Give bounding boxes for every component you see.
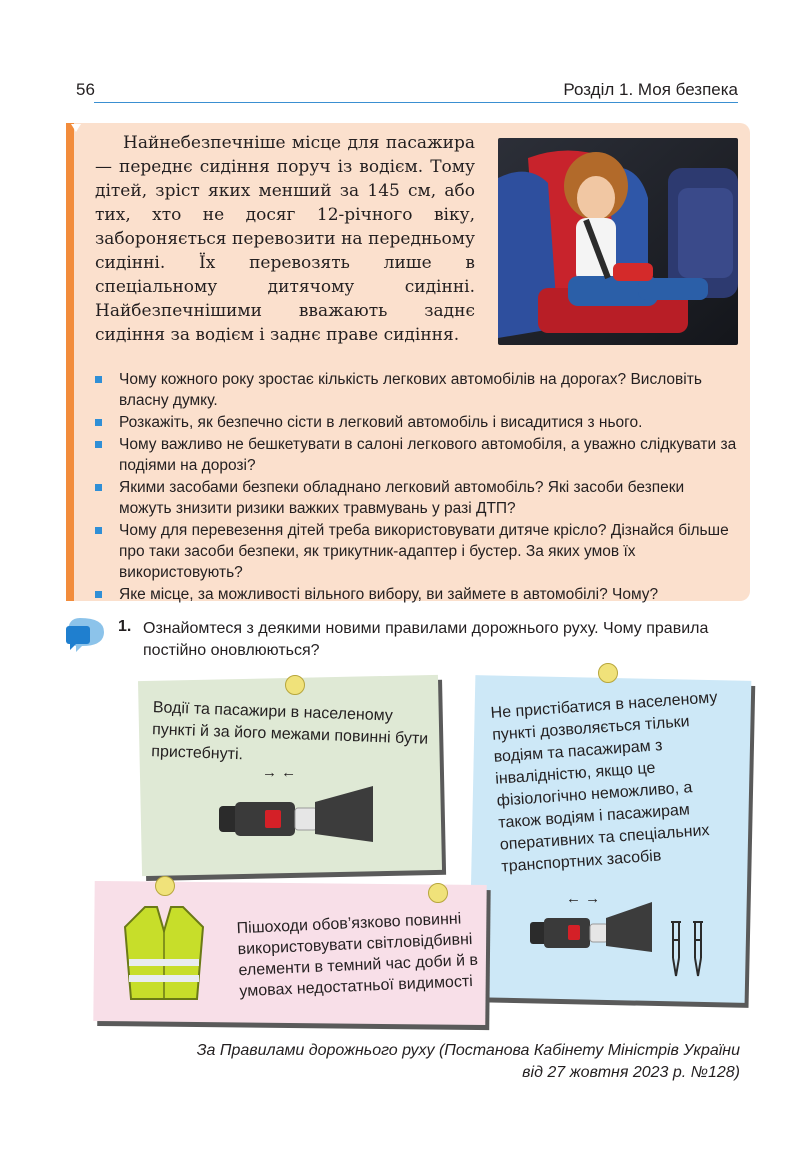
child-car-seat-photo	[498, 138, 738, 345]
bullet-square-icon	[95, 376, 102, 383]
crutches-icon	[665, 918, 711, 985]
page-number: 56	[76, 80, 95, 99]
list-item: Чому кожного року зростає кількість легкових автомобілів на дорогах? Висловіть власну думку.	[95, 369, 740, 411]
list-item: Якими засобами безпеки обладнано легковий автомобіль? Які засоби безпеки можуть знизити ризики важких травмувань у разі ДТП?	[95, 477, 740, 519]
source-line-2: від 27 жовтня 2023 р. №128)	[522, 1064, 740, 1081]
bullet-square-icon	[95, 591, 102, 598]
bullet-square-icon	[95, 527, 102, 534]
list-item: Чому для перевезення дітей треба використовувати дитяче крісло? Дізнайся більше про таки засоби безпеки, як трикутник-адаптер і бустер. За яких умов їх використовують?	[95, 520, 740, 583]
task-number: 1.	[118, 618, 132, 635]
header-divider	[94, 102, 738, 103]
buckle-arrows: ← →	[566, 890, 601, 907]
reflective-vest-icon	[123, 905, 205, 1006]
list-item: Чому важливо не бешкетувати в салоні легкового автомобіля, а уважно слідкувати за подіями на дорозі?	[95, 434, 740, 476]
bullet-square-icon	[95, 419, 102, 426]
source-citation	[120, 1040, 740, 1084]
info-box-accent-bar	[66, 123, 74, 601]
discussion-icon	[66, 616, 106, 654]
seat-belt-buckle-icon	[528, 900, 658, 965]
pin-icon	[155, 876, 175, 896]
bullet-square-icon	[95, 484, 102, 491]
info-paragraph: Найнебезпечніше місце для пасажира — переднє сидіння поруч із водієм. Тому дітей, зріст яких менший за 145 см, або тих, хто не досяг 12-річного віку, забороняється перевозити на передньому сидінні. Їх перевозять лише в спеціальному дитячому сидінні. Найбезпечнішими вважають заднє сидіння за водієм і заднє праве сидіння.	[95, 133, 475, 345]
task-text: Ознайомтеся з деякими новими правилами дорожнього руху. Чому правила постійно оновлюються?	[143, 620, 709, 659]
pin-icon	[598, 663, 618, 683]
info-box-notch	[71, 124, 81, 132]
pin-icon	[428, 883, 448, 903]
questions-list	[95, 369, 740, 606]
buckle-arrows: → ←	[262, 764, 297, 781]
seat-belt-buckle-icon	[215, 782, 380, 857]
source-line-1: За Правилами дорожнього руху (Постанова Кабінету Міністрів України	[196, 1042, 740, 1059]
list-item: Яке місце, за можливості вільного вибору, ви займете в автомобілі? Чому?	[95, 584, 740, 605]
list-item: Розкажіть, як безпечно сісти в легковий автомобіль і висадитися з нього.	[95, 412, 740, 433]
note-pink-text: Пішоходи обов’язково повинні використовувати світловідбивні елементи в темний час доби й в умовах недостатньої видимості	[236, 910, 479, 1001]
note-blue-text: Не пристібатися в населеному пункті дозволяється тільки водіям та пасажирам з інвалідністю, якщо це фізіологічно неможливо, а також водіям і пасажирам оперативних та спеціальних транспортних засобів	[490, 689, 718, 876]
pin-icon	[285, 675, 305, 695]
bullet-square-icon	[95, 441, 102, 448]
note-green-text: Водії та пасажири в населеному пункті й за його межами повинні бути пристебнуті.	[151, 699, 429, 764]
section-title: Розділ 1. Моя безпека	[563, 80, 738, 99]
